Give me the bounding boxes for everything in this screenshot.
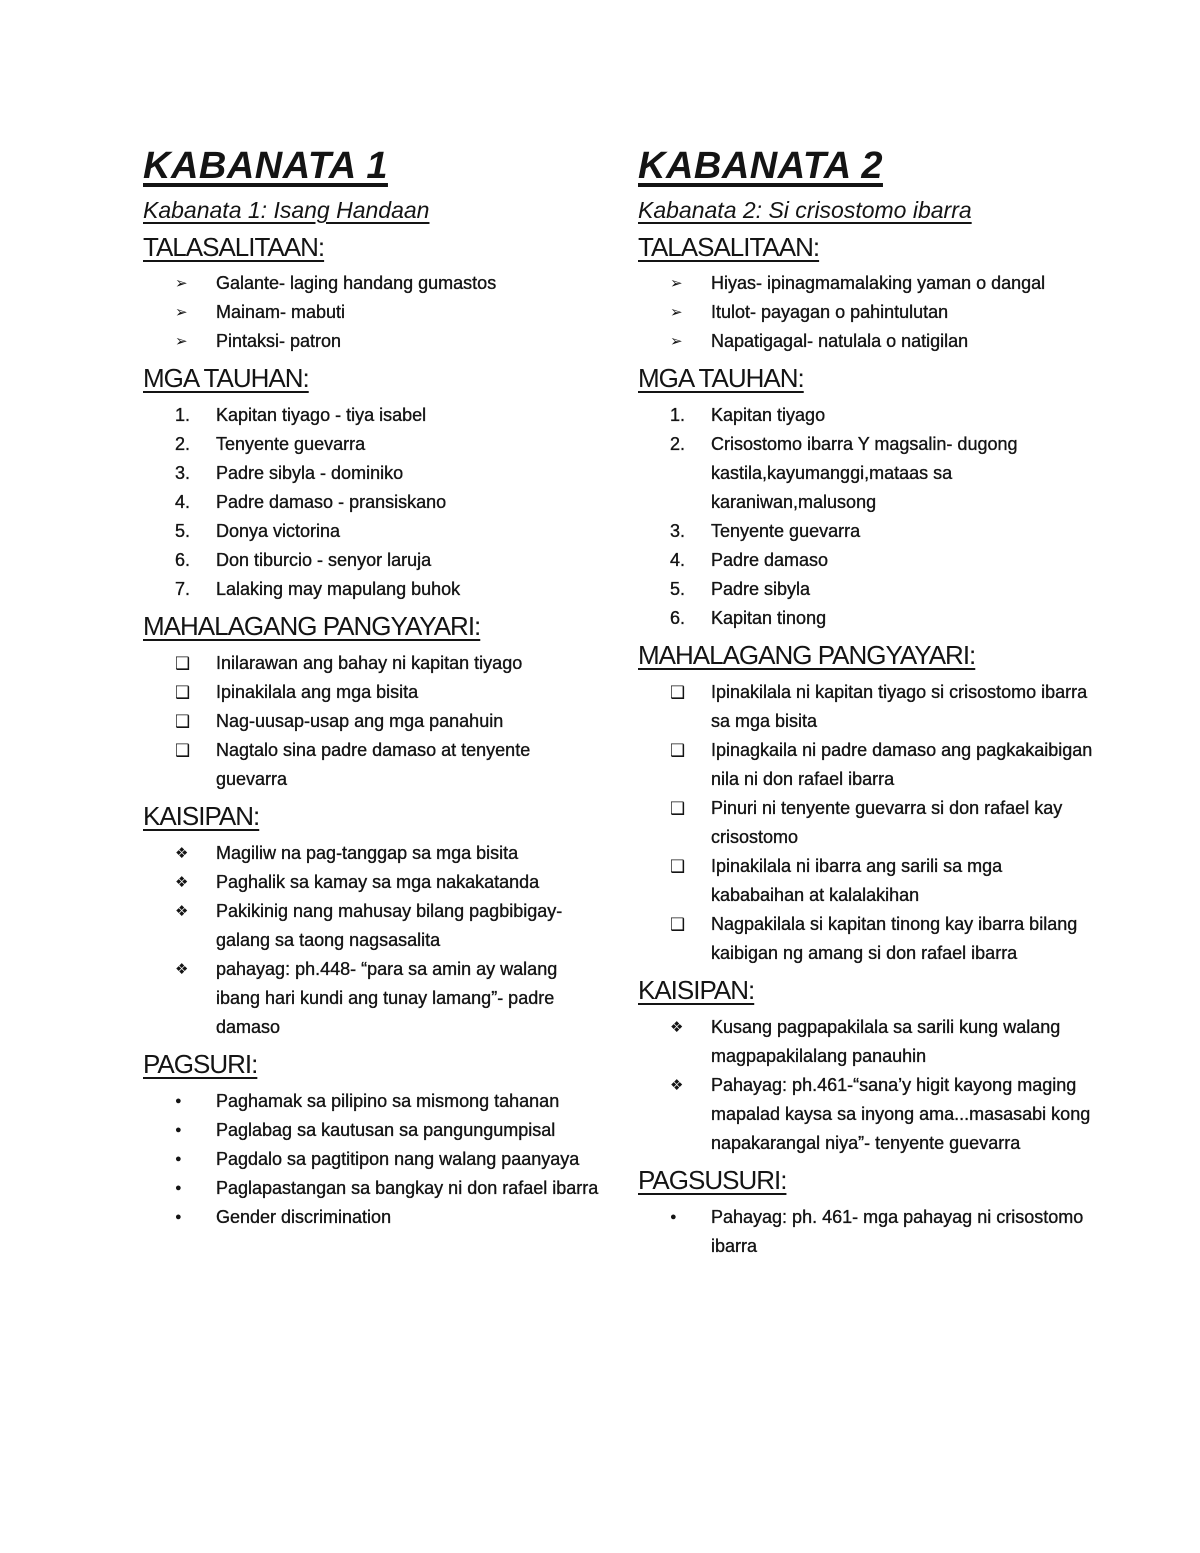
list-number: 1. (175, 405, 191, 426)
list-item (143, 955, 603, 1042)
list-item-text: Ipinagkaila ni padre damaso ang pagkakaibigan nila ni don rafael ibarra (711, 739, 1093, 789)
list-item (638, 794, 1098, 852)
list-item (143, 1203, 603, 1232)
list-item-text: Kapitan tiyago - tiya isabel (216, 405, 427, 426)
list-item-text: Pakikinig nang mahusay bilang pagbibigay-galang sa taong nagsasalita (216, 900, 563, 950)
list-number: 1. (670, 405, 686, 426)
diamond-bullet-icon: ❖ (175, 960, 189, 978)
circle-bullet-icon: ● (175, 1152, 182, 1165)
list-item (638, 604, 1098, 633)
chapter-title: KABANATA 2 (638, 145, 883, 187)
list-item-text: Paghalik sa kamay sa mga nakakatanda (216, 871, 540, 892)
list-item (638, 910, 1098, 968)
list-item (638, 327, 1098, 356)
list-item (143, 401, 603, 430)
list-item (638, 1203, 1098, 1261)
section-heading: MAHALAGANG PANGYAYARI: (143, 611, 481, 642)
list-item-text: Napatigagal- natulala o natigilan (711, 331, 969, 352)
section-heading: TALASALITAAN: (143, 231, 325, 262)
checkbox-bullet-icon: ❑ (175, 740, 191, 760)
list-item-text: Crisostomo ibarra Y magsalin- dugong kastila,kayumanggi,mataas sa karaniwan,malusong (711, 434, 1018, 513)
checkbox-bullet-icon: ❑ (670, 798, 686, 818)
circle-bullet-icon: ● (175, 1210, 182, 1223)
list-number: 5. (670, 579, 686, 600)
list-item-text: Ipinakilala ni ibarra ang sarili sa mga kababaihan at kalalakihan (711, 855, 1003, 905)
list-item (143, 459, 603, 488)
checkbox-bullet-icon: ❑ (670, 914, 686, 934)
section-list (638, 1013, 1098, 1158)
section-list (143, 1087, 603, 1232)
list-number: 4. (175, 492, 191, 513)
list-item (143, 327, 603, 356)
list-item-text: Padre damaso - pransiskano (216, 492, 447, 513)
diamond-bullet-icon: ❖ (175, 844, 189, 862)
list-item (143, 430, 603, 459)
list-item-text: Mainam- mabuti (216, 302, 346, 323)
list-item-text: Tenyente guevarra (216, 434, 366, 455)
list-item-text: Nagtalo sina padre damaso at tenyente guevarra (216, 739, 531, 789)
list-item (143, 1174, 603, 1203)
section-list (638, 678, 1098, 968)
list-item (143, 707, 603, 736)
list-item-text: pahayag: ph.448- “para sa amin ay walang ibang hari kundi ang tunay lamang”- padre damaso (216, 958, 558, 1037)
list-item (638, 430, 1098, 517)
list-item (638, 1013, 1098, 1071)
list-item (638, 269, 1098, 298)
list-item-text: Ipinakilala ang mga bisita (216, 681, 419, 702)
diamond-bullet-icon: ❖ (175, 873, 189, 891)
list-item-text: Lalaking may mapulang buhok (216, 579, 461, 600)
section-heading: KAISIPAN: (143, 800, 260, 831)
circle-bullet-icon: ● (175, 1094, 182, 1107)
list-number: 5. (175, 521, 191, 542)
list-item-text: Don tiburcio - senyor laruja (216, 550, 432, 571)
section-list (143, 839, 603, 1042)
list-item-text: Padre sibyla - dominiko (216, 463, 404, 484)
list-item (638, 546, 1098, 575)
chapter-subtitle: Kabanata 1: Isang Handaan (143, 196, 430, 223)
list-item-text: Nag-uusap-usap ang mga panahuin (216, 710, 504, 731)
list-item (143, 1087, 603, 1116)
section-list (143, 269, 603, 356)
checkbox-bullet-icon: ❑ (175, 653, 191, 673)
section-heading: MGA TAUHAN: (143, 363, 309, 394)
chapter-column (143, 146, 603, 1234)
list-number: 2. (175, 434, 191, 455)
checkbox-bullet-icon: ❑ (175, 682, 191, 702)
arrow-bullet-icon: ➢ (175, 333, 188, 351)
list-item-text: Padre damaso (711, 550, 829, 571)
list-item-text: Tenyente guevarra (711, 521, 861, 542)
arrow-bullet-icon: ➢ (670, 304, 683, 322)
circle-bullet-icon: ● (175, 1123, 182, 1136)
list-item (143, 298, 603, 327)
section-list (638, 1203, 1098, 1261)
list-item-text: Hiyas- ipinagmamalaking yaman o dangal (711, 273, 1046, 294)
list-item-text: Paglabag sa kautusan sa pangungumpisal (216, 1119, 556, 1140)
list-item (143, 1145, 603, 1174)
list-number: 2. (670, 434, 686, 455)
list-item-text: Padre sibyla (711, 579, 811, 600)
section-heading: KAISIPAN: (638, 974, 755, 1005)
chapter-columns (143, 146, 1140, 1263)
list-item (143, 897, 603, 955)
diamond-bullet-icon: ❖ (670, 1018, 684, 1036)
arrow-bullet-icon: ➢ (175, 304, 188, 322)
chapter-title: KABANATA 1 (143, 145, 388, 187)
arrow-bullet-icon: ➢ (670, 333, 683, 351)
checkbox-bullet-icon: ❑ (670, 856, 686, 876)
list-item-text: Nagpakilala si kapitan tinong kay ibarra bilang kaibigan ng amang si don rafael ibarra (711, 913, 1078, 963)
list-number: 7. (175, 579, 191, 600)
list-item-text: Magiliw na pag-tanggap sa mga bisita (216, 842, 519, 863)
list-item (143, 575, 603, 604)
list-item (638, 1071, 1098, 1158)
list-item-text: Gender discrimination (216, 1206, 392, 1227)
list-item (143, 678, 603, 707)
section-heading: PAGSURI: (143, 1048, 258, 1079)
checkbox-bullet-icon: ❑ (670, 682, 686, 702)
arrow-bullet-icon: ➢ (670, 275, 683, 293)
list-item (638, 298, 1098, 327)
diamond-bullet-icon: ❖ (175, 902, 189, 920)
list-item (638, 852, 1098, 910)
list-item-text: Paghamak sa pilipino sa mismong tahanan (216, 1090, 560, 1111)
list-item-text: Kapitan tiyago (711, 405, 826, 426)
chapter-subtitle: Kabanata 2: Si crisostomo ibarra (638, 196, 972, 223)
list-item (638, 517, 1098, 546)
list-item (143, 488, 603, 517)
list-number: 3. (670, 521, 686, 542)
list-item (143, 736, 603, 794)
list-item-text: Pahayag: ph. 461- mga pahayag ni crisostomo ibarra (711, 1206, 1084, 1256)
list-number: 3. (175, 463, 191, 484)
list-number: 6. (670, 608, 686, 629)
list-item-text: Kapitan tinong (711, 608, 827, 629)
list-item-text: Pinuri ni tenyente guevarra si don rafael kay crisostomo (711, 797, 1063, 847)
list-item-text: Galante- laging handang gumastos (216, 273, 497, 294)
diamond-bullet-icon: ❖ (670, 1076, 684, 1094)
list-item (143, 517, 603, 546)
list-item-text: Pagdalo sa pagtitipon nang walang paanyaya (216, 1148, 580, 1169)
list-item (143, 649, 603, 678)
section-list (638, 401, 1098, 633)
list-item (143, 1116, 603, 1145)
chapter-column (638, 146, 1098, 1263)
section-heading: MGA TAUHAN: (638, 363, 804, 394)
circle-bullet-icon: ● (670, 1210, 677, 1223)
list-item-text: Donya victorina (216, 521, 341, 542)
list-item (143, 269, 603, 298)
list-item-text: Kusang pagpapakilala sa sarili kung walang magpapakilalang panauhin (711, 1016, 1061, 1066)
section-list (143, 649, 603, 794)
checkbox-bullet-icon: ❑ (175, 711, 191, 731)
section-list (638, 269, 1098, 356)
checkbox-bullet-icon: ❑ (670, 740, 686, 760)
list-item (143, 868, 603, 897)
section-list (143, 401, 603, 604)
section-heading: TALASALITAAN: (638, 231, 820, 262)
list-item-text: Itulot- payagan o pahintulutan (711, 302, 949, 323)
section-heading: MAHALAGANG PANGYAYARI: (638, 640, 976, 671)
circle-bullet-icon: ● (175, 1181, 182, 1194)
list-item-text: Pintaksi- patron (216, 331, 342, 352)
list-item (638, 401, 1098, 430)
list-item-text: Pahayag: ph.461-“sana’y higit kayong maging mapalad kaysa sa inyong ama...masasabi kong napakarangal niya”- tenyente guevarra (711, 1074, 1091, 1153)
list-item (638, 678, 1098, 736)
list-item-text: Paglapastangan sa bangkay ni don rafael ibarra (216, 1177, 599, 1198)
list-item-text: Ipinakilala ni kapitan tiyago si crisostomo ibarra sa mga bisita (711, 681, 1088, 731)
list-item (143, 546, 603, 575)
arrow-bullet-icon: ➢ (175, 275, 188, 293)
list-number: 6. (175, 550, 191, 571)
list-item (143, 839, 603, 868)
list-number: 4. (670, 550, 686, 571)
list-item (638, 575, 1098, 604)
list-item-text: Inilarawan ang bahay ni kapitan tiyago (216, 652, 523, 673)
list-item (638, 736, 1098, 794)
section-heading: PAGSUSURI: (638, 1164, 787, 1195)
